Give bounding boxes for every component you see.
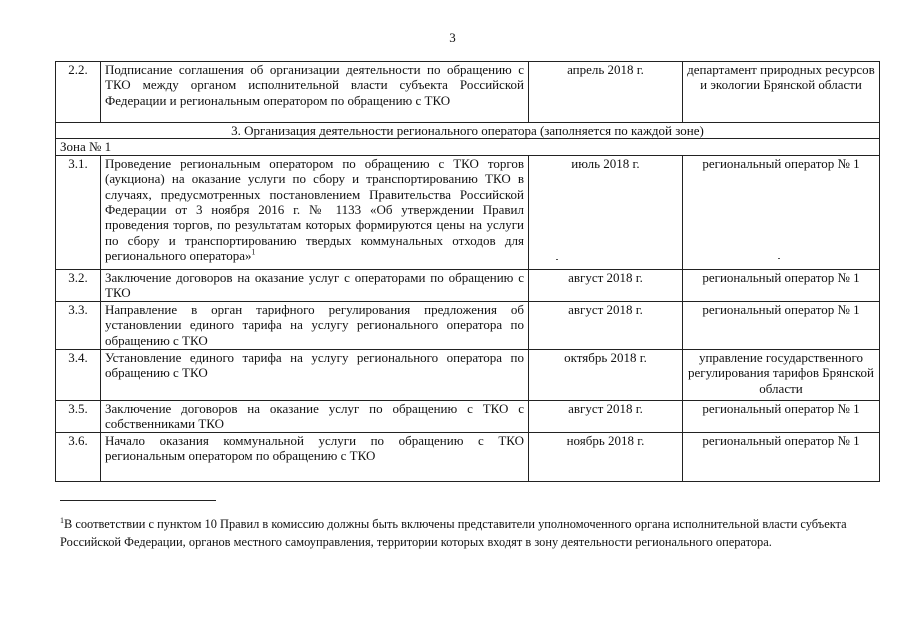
action-plan-table xyxy=(55,61,880,482)
table-row xyxy=(56,432,880,481)
row-date: август 2018 г. xyxy=(529,400,683,432)
row-responsible: региональный оператор № 1 xyxy=(683,301,880,349)
table-row xyxy=(56,400,880,432)
footnote-separator xyxy=(60,500,216,501)
footnote xyxy=(60,515,860,551)
row-number: 3.1. xyxy=(56,155,101,269)
row-description: Подписание соглашения об организации деятельности по обращению с ТКО между органом исполнительной власти субъекта Российской Федерации и региональным оператором по обращению с ТКО xyxy=(101,62,529,123)
row-number: 3.5. xyxy=(56,400,101,432)
row-number: 3.6. xyxy=(56,432,101,481)
row-date: август 2018 г. xyxy=(529,269,683,301)
row-description: Заключение договоров на оказание услуг с операторами по обращению с ТКО xyxy=(101,269,529,301)
row-number: 2.2. xyxy=(56,62,101,123)
page-number: 3 xyxy=(449,30,456,45)
footnote-ref: 1 xyxy=(251,247,256,257)
row-responsible: региональный оператор № 1 xyxy=(683,269,880,301)
row-description: Заключение договоров на оказание услуг по обращению с ТКО с собственниками ТКО xyxy=(101,400,529,432)
table-row xyxy=(56,301,880,349)
row-number: 3.4. xyxy=(56,349,101,400)
row-date: октябрь 2018 г. xyxy=(529,349,683,400)
table-row xyxy=(56,62,880,123)
row-responsible: региональный оператор № 1 xyxy=(683,432,880,481)
scan-speck xyxy=(556,259,558,260)
row-date: апрель 2018 г. xyxy=(529,62,683,123)
row-description: Установление единого тарифа на услугу регионального оператора по обращению с ТКО xyxy=(101,349,529,400)
row-description xyxy=(101,155,529,269)
row-responsible: региональный оператор № 1 xyxy=(683,155,880,269)
zone-row xyxy=(56,139,880,155)
section-title: 3. Организация деятельности регионального оператора (заполняется по каждой зоне) xyxy=(56,123,880,139)
footnote-text: В соответствии с пунктом 10 Правил в комиссию должны быть включены представители уполномоченного органа исполнительной власти субъекта Российской Федерации, органов местного самоуправления, территории которых входят в зону деятельности регионального оператора. xyxy=(60,517,847,549)
table-row xyxy=(56,269,880,301)
row-description-text: Проведение региональным оператором по обращению с ТКО торгов (аукциона) на оказание услуги по сбору и транспортированию ТКО в случаях, предусмотренных постановлением Правительства Российской Федерации от 3 ноября 2016 г. № 1133 «Об утверждении Правил проведения торгов, по результатам которых формируются цены на услуги по сбору и транспортированию твердых коммунальных отходов для регионального оператора» xyxy=(105,155,524,264)
section-header-row xyxy=(56,123,880,139)
row-responsible: департамент природных ресурсов и экологии Брянской области xyxy=(683,62,880,123)
row-description: Начало оказания коммунальной услуги по обращению с ТКО региональным оператором по обращению с ТКО xyxy=(101,432,529,481)
table-row xyxy=(56,349,880,400)
row-responsible: региональный оператор № 1 xyxy=(683,400,880,432)
row-responsible: управление государственного регулирования тарифов Брянской области xyxy=(683,349,880,400)
table-row xyxy=(56,155,880,269)
scan-speck xyxy=(778,258,780,259)
row-number: 3.3. xyxy=(56,301,101,349)
row-date: июль 2018 г. xyxy=(529,155,683,269)
row-number: 3.2. xyxy=(56,269,101,301)
row-description: Направление в орган тарифного регулирования предложения об установлении единого тарифа на услугу регионального оператора по обращению с ТКО xyxy=(101,301,529,349)
row-date: август 2018 г. xyxy=(529,301,683,349)
footnote-marker: 1 xyxy=(60,515,64,525)
row-date: ноябрь 2018 г. xyxy=(529,432,683,481)
zone-label: Зона № 1 xyxy=(56,139,880,155)
